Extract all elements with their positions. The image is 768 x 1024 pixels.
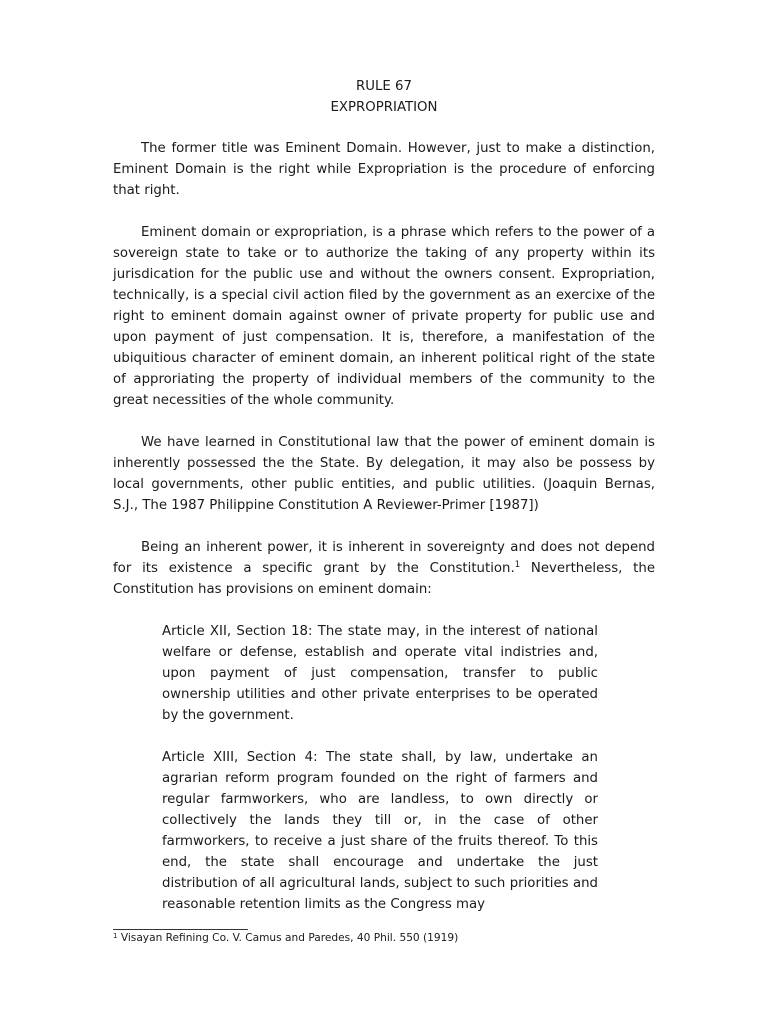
paragraph-delegation: [113, 432, 655, 516]
quote-text: Article XIII, Section 4: The state shall, by law, undertake an agrarian reform program founded on the right of farmers and regular farmworkers, who are landless, to own directly or collectively the lands they till or, in the case of other farmworkers, to receive a just share of the fruits thereof. To this end, the state shall encourage and undertake the just distribution of all agricultural lands, subject to such priorities and reasonable retention limits as the Congress may: [162, 750, 598, 912]
paragraph-intro: [113, 138, 655, 201]
footnote: [113, 931, 655, 945]
block-quote-article-xii: [162, 621, 598, 726]
paragraph-text-part: Nevertheless, the Constitution has provisions on eminent domain:: [113, 561, 655, 597]
block-quote-article-xiii: [162, 747, 598, 915]
page-subtitle: EXPROPRIATION: [330, 100, 438, 115]
footnote-divider: [113, 929, 248, 930]
paragraph-text: [113, 537, 655, 600]
paragraph-text: We have learned in Constitutional law that the power of eminent domain is inherently possessed the the State. By delegation, it may also be possess by local governments, other public entities, and public utilities. (Joaquin Bernas, S.J., The 1987 Philippine Constitution A Reviewer-Primer [1987]): [113, 435, 655, 513]
paragraph-inherent-power: [113, 537, 655, 600]
footnote-reference: 1: [514, 560, 521, 570]
paragraph-definition: [113, 222, 655, 411]
paragraph-text: The former title was Eminent Domain. However, just to make a distinction, Eminent Domain is the right while Expropriation is the procedure of enforcing that right.: [113, 141, 655, 198]
quote-text: Article XII, Section 18: The state may, in the interest of national welfare or defense, establish and operate vital indistries and, upon payment of just compensation, transfer to public ownership utilities and other private enterprises to be operated by the government.: [162, 624, 598, 723]
footnote-text: Visayan Refining Co. V. Camus and Paredes, 40 Phil. 550 (1919): [117, 932, 459, 944]
footnote-number: 1: [113, 932, 118, 940]
page-title: RULE 67: [356, 79, 412, 94]
paragraph-text-part: Being an inherent power, it is inherent in sovereignty and does not depend for its existence a specific grant by the Constitution.: [113, 540, 655, 576]
paragraph-text: Eminent domain or expropriation, is a phrase which refers to the power of a sovereign state to take or to authorize the taking of any property within its jurisdication for the public use and without the owners consent. Expropriation, technically, is a special civil action filed by the government as an exercixe of the right to eminent domain against owner of private property for public use and upon payment of just compensation. It is, therefore, a manifestation of the ubiquitious character of eminent domain, an inherent political right of the state of approriating the property of individual members of the community to the great necessities of the whole community.: [113, 225, 655, 408]
